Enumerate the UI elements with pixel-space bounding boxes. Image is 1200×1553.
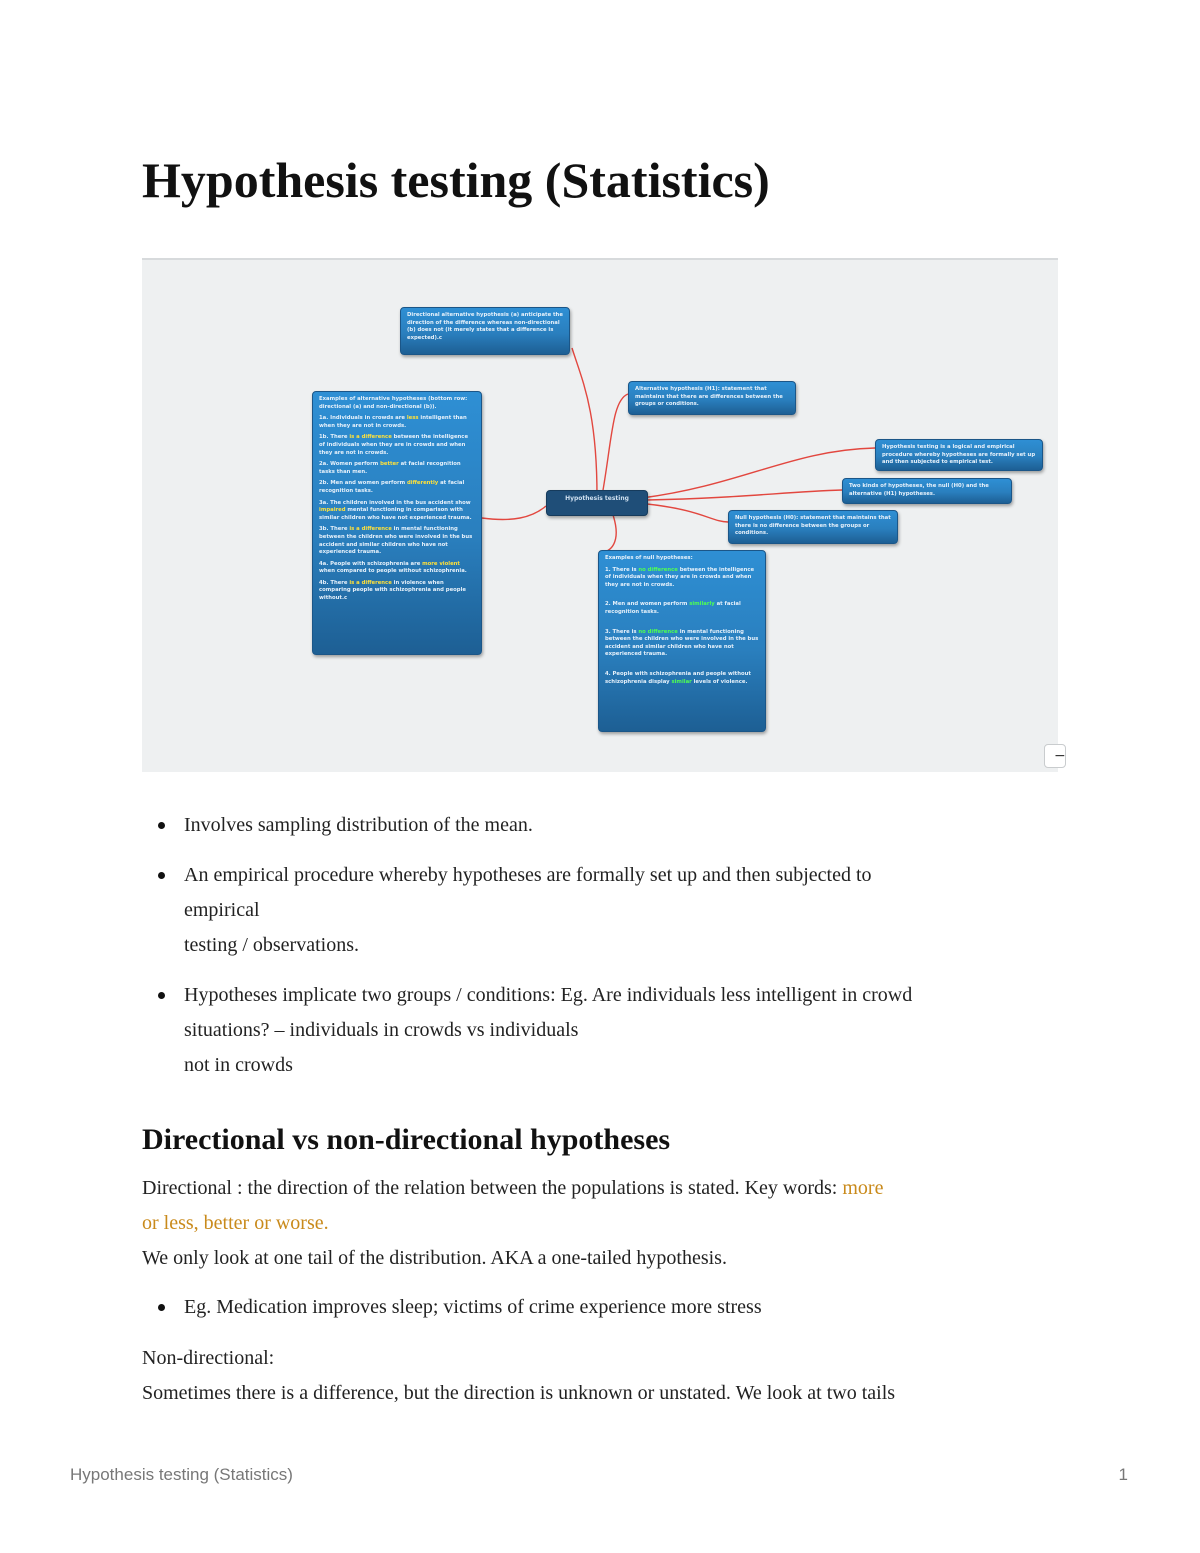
alt-example-1a: 1a. Individuals in crowds are less intelligent than when they are not in crowds.: [319, 415, 467, 429]
directional-paragraph: Directional : the direction of the relation between the populations is stated. Key words: more or less, better or worse. We only look at one tail of the distribution. AKA a one-tailed hypothesis.: [142, 1177, 884, 1269]
node-definition-text: Hypothesis testing is a logical and empirical procedure whereby hypotheses are formally set up and then subjected to empirical test.: [882, 444, 1036, 466]
list-item: Involves sampling distribution of the mean.: [142, 808, 1062, 843]
link-null-examples: [604, 512, 616, 552]
node-null[interactable]: [728, 510, 898, 544]
page-number: 1: [1118, 1465, 1128, 1484]
node-alt-examples[interactable]: [312, 391, 482, 655]
list-item: Hypotheses implicate two groups / conditions: Eg. Are individuals less intelligent in crowd situations? – individuals in crowds vs individuals not in crowds: [142, 978, 1062, 1083]
zoom-out-button[interactable]: −: [1044, 744, 1066, 768]
directional-example-list: [142, 1290, 1062, 1340]
section-heading: Directional vs non-directional hypotheses: [142, 1123, 671, 1156]
alt-example-2b: 2b. Men and women perform differently at facial recognition tasks.: [319, 480, 465, 494]
alt-example-4b: 4b. There is a difference in violence when comparing people with schizophrenia and people without.c: [319, 579, 466, 602]
null-example-3: 3. There is no difference in mental functioning between the children who were involved in the bus accident and similar children who have not experienced trauma.: [605, 628, 759, 658]
link-alternative: [602, 394, 628, 496]
link-two-kinds: [647, 490, 842, 500]
list-item: Eg. Medication improves sleep; victims of crime experience more stress: [142, 1290, 1062, 1325]
node-center[interactable]: [546, 490, 648, 516]
nondirectional-paragraph: [142, 1341, 1072, 1411]
footer-title: Hypothesis testing (Statistics): [70, 1465, 293, 1484]
alt-example-2a: 2a. Women perform better at facial recognition tasks than men.: [319, 461, 461, 475]
mindmap-figure: [142, 258, 1066, 772]
node-center-text: Hypothesis testing: [565, 495, 629, 502]
alt-example-4a: 4a. People with schizophrenia are more violent when compared to people without schizophrenia.: [319, 560, 467, 575]
node-alternative-text: Alternative hypothesis (H1): statement that maintains that there are differences between the groups or conditions.: [635, 386, 783, 408]
list-item: An empirical procedure whereby hypotheses are formally set up and then subjected to empirical testing / observations.: [142, 858, 1062, 963]
nondirectional-text: Sometimes there is a difference, but the direction is unknown or unstated. We look at two tails: [142, 1382, 896, 1404]
null-example-2: 2. Men and women perform similarly at facial recognition tasks.: [605, 601, 741, 615]
node-directional[interactable]: [400, 307, 570, 355]
link-null: [647, 504, 728, 522]
node-two-kinds[interactable]: [842, 478, 1012, 504]
node-null-text: Null hypothesis (H0): statement that maintains that there is no difference between the groups or conditions.: [735, 515, 891, 537]
keywords-accent-line2: or less, better or worse.: [142, 1212, 329, 1234]
keywords-accent: more: [842, 1177, 884, 1199]
link-alt-examples: [482, 506, 546, 520]
alt-example-3a: 3a. The children involved in the bus accident show impaired mental functioning in comparison with similar children who have not experienced trauma.: [319, 499, 472, 521]
one-tail-text: We only look at one tail of the distribution. AKA a one-tailed hypothesis.: [142, 1247, 727, 1269]
nondirectional-label: Non-directional:: [142, 1347, 275, 1369]
node-two-kinds-text: Two kinds of hypotheses, the null (H0) and the alternative (H1) hypotheses.: [849, 483, 989, 497]
link-directional: [572, 348, 597, 496]
alt-example-1b: 1b. There is a difference between the intelligence of individuals when they are in crowds and when they are not in crowds.: [319, 434, 469, 456]
node-directional-text: Directional alternative hypothesis (a) anticipate the direction of the difference whereas non-directional (b) does not (it merely states that a difference is expected).c: [407, 312, 563, 341]
alt-examples-intro: Examples of alternative hypotheses (bottom row: directional (a) and non-directional (b)).: [319, 396, 468, 410]
alt-example-3b: 3b. There is a difference in mental functioning between the children who were involved in the bus accident and similar children who have not experienced trauma.: [319, 526, 473, 556]
node-alternative[interactable]: [628, 381, 796, 415]
null-example-4: 4. People with schizophrenia and people without schizophrenia display similar levels of violence.: [605, 670, 751, 685]
null-example-1: 1. There is no difference between the intelligence of individuals when they are in crowds and when they are not in crowds.: [605, 566, 755, 588]
node-definition[interactable]: [875, 439, 1043, 471]
node-null-examples[interactable]: [598, 550, 766, 732]
intro-bullet-list: [142, 808, 1062, 1098]
page-title: Hypothesis testing (Statistics): [142, 152, 770, 208]
null-examples-intro: Examples of null hypotheses:: [605, 555, 693, 561]
